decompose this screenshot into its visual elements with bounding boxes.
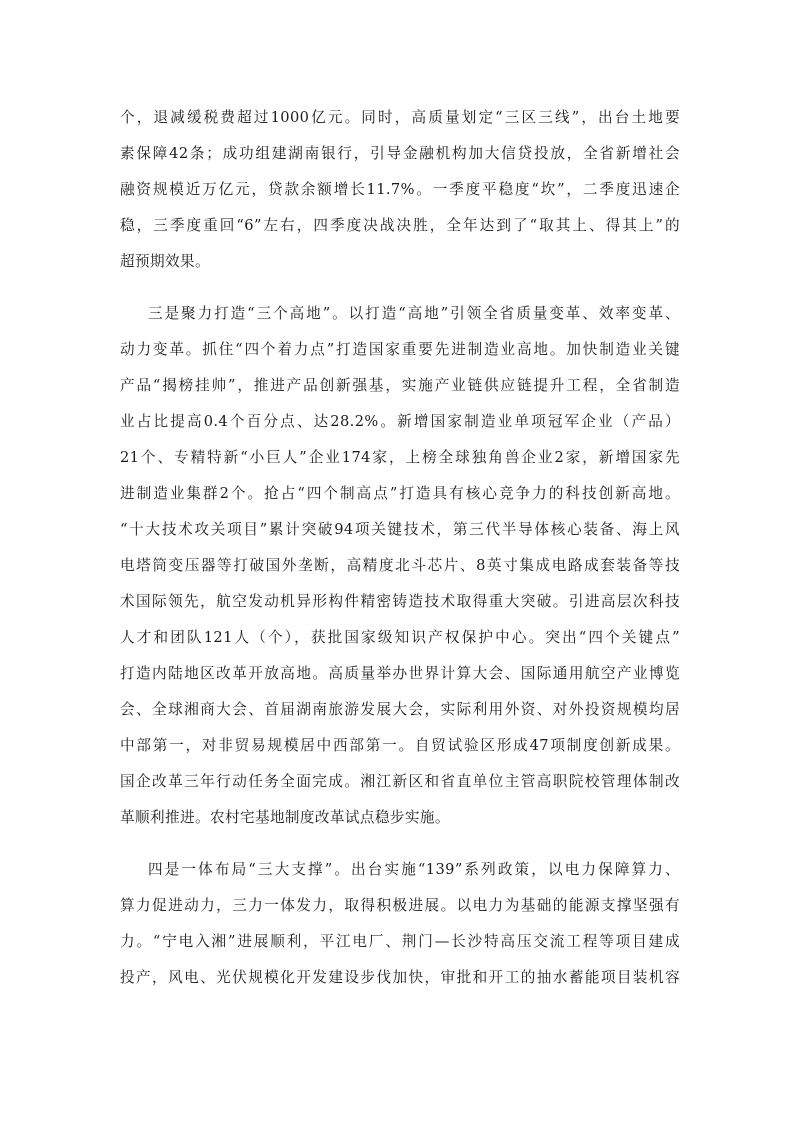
- paragraph-lead-line: 四是一体布局“三大支撑”。出台实施“139”系列政策，以电力保障算力、: [148, 861, 680, 878]
- text-line: 产品“揭榜挂帅”，推进产品创新强基，实施产业链供应链提升工程，全省制造: [120, 377, 680, 394]
- text-line: 人才和团队121人（个），获批国家级知识产权保护中心。突出“四个关键点”: [120, 629, 680, 646]
- text-line: 力。“宁电入湘”进展顺利，平江电厂、荆门—长沙特高压交流工程等项目建成: [120, 933, 680, 950]
- text-line: 投产，风电、光伏规模化开发建设步伐加快，审批和开工的抽水蓄能项目装机容: [120, 969, 680, 986]
- text-line: 超预期效果。: [120, 253, 210, 270]
- text-line: 会、全球湘商大会、首届湖南旅游发展大会，实际利用外资、对外投资规模均居: [120, 701, 680, 718]
- text-line: 21个、专精特新“小巨人”企业174家，上榜全球独角兽企业2家，新增国家先: [120, 449, 680, 466]
- text-line: 个，退减缓税费超过1000亿元。同时，高质量划定“三区三线”，出台土地要: [120, 109, 680, 126]
- text-line: 革顺利推进。农村宅基地制度改革试点稳步实施。: [120, 809, 450, 826]
- text-line: “十大技术攻关项目”累计突破94项关键技术，第三代半导体核心装备、海上风: [120, 521, 680, 538]
- text-line: 国企改革三年行动任务全面完成。湘江新区和省直单位主管高职院校管理体制改: [120, 773, 680, 790]
- text-line: 电塔筒变压器等打破国外垄断，高精度北斗芯片、8英寸集成电路成套装备等技: [120, 557, 680, 574]
- text-line: 中部第一，对非贸易规模居中西部第一。自贸试验区形成47项制度创新成果。: [120, 737, 680, 754]
- text-line: 动力变革。抓住“四个着力点”打造国家重要先进制造业高地。加快制造业关键: [120, 341, 680, 358]
- paragraph-lead-line: 三是聚力打造“三个高地”。以打造“高地”引领全省质量变革、效率变革、: [148, 305, 680, 322]
- text-line: 业占比提高0.4个百分点、达28.2%。新增国家制造业单项冠军企业（产品）: [120, 413, 680, 430]
- text-line: 算力促进动力，三力一体发力，取得积极进展。以电力为基础的能源支撑坚强有: [120, 897, 680, 914]
- text-line: 稳，三季度重回“6”左右，四季度决战决胜，全年达到了“取其上、得其上”的: [120, 217, 680, 234]
- text-line: 打造内陆地区改革开放高地。高质量举办世界计算大会、国际通用航空产业博览: [120, 665, 680, 682]
- text-line: 素保障42条；成功组建湖南银行，引导金融机构加大信贷投放，全省新增社会: [120, 145, 680, 162]
- text-line: 进制造业集群2个。抢占“四个制高点”打造具有核心竞争力的科技创新高地。: [120, 485, 680, 502]
- text-line: 术国际领先，航空发动机异形构件精密铸造技术取得重大突破。引进高层次科技: [120, 593, 680, 610]
- text-line: 融资规模近万亿元，贷款余额增长11.7%。一季度平稳度“坎”，二季度迅速企: [120, 181, 680, 198]
